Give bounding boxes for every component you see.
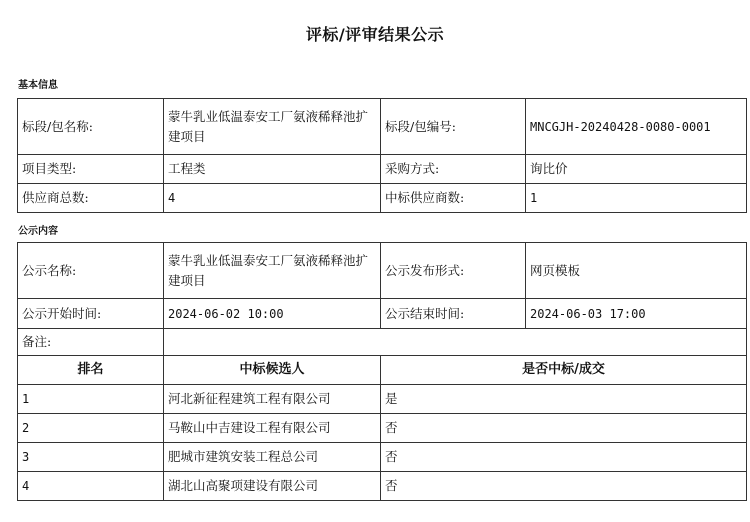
supplier-total-label: 供应商总数:	[18, 184, 164, 213]
rank-cell: 2	[18, 414, 164, 443]
notice-name-value: 蒙牛乳业低温泰安工厂氨液稀释池扩建项目	[164, 243, 381, 299]
won-cell: 否	[381, 443, 747, 472]
rank-cell: 1	[18, 385, 164, 414]
notice-name-label: 公示名称:	[18, 243, 164, 299]
table-row	[18, 155, 747, 184]
table-row	[18, 299, 747, 329]
table-row	[18, 329, 747, 356]
package-no-value: MNCGJH-20240428-0080-0001	[526, 99, 747, 155]
header-won: 是否中标/成交	[381, 356, 747, 385]
package-name-value: 蒙牛乳业低温泰安工厂氨液稀释池扩建项目	[164, 99, 381, 155]
notice-start-label: 公示开始时间:	[18, 299, 164, 329]
notice-end-value: 2024-06-03 17:00	[526, 299, 747, 329]
candidate-cell: 肥城市建筑安装工程总公司	[164, 443, 381, 472]
notice-start-value: 2024-06-02 10:00	[164, 299, 381, 329]
rank-cell: 3	[18, 443, 164, 472]
table-row	[18, 443, 747, 472]
notice-format-label: 公示发布形式:	[381, 243, 526, 299]
winning-count-label: 中标供应商数:	[381, 184, 526, 213]
notice-end-label: 公示结束时间:	[381, 299, 526, 329]
remark-label: 备注:	[18, 329, 164, 356]
won-cell: 否	[381, 414, 747, 443]
section-title-basic-info: 基本信息	[18, 80, 58, 91]
notice-format-value: 网页模板	[526, 243, 747, 299]
candidate-cell: 河北新征程建筑工程有限公司	[164, 385, 381, 414]
project-type-value: 工程类	[164, 155, 381, 184]
winning-count-value: 1	[526, 184, 747, 213]
rank-cell: 4	[18, 472, 164, 501]
table-row	[18, 243, 747, 299]
header-rank: 排名	[18, 356, 164, 385]
purchase-method-value: 询比价	[526, 155, 747, 184]
candidate-cell: 马鞍山中吉建设工程有限公司	[164, 414, 381, 443]
notice-table	[17, 242, 747, 501]
table-row	[18, 414, 747, 443]
table-row	[18, 184, 747, 213]
basic-info-table	[17, 98, 747, 213]
package-name-label: 标段/包名称:	[18, 99, 164, 155]
table-row	[18, 472, 747, 501]
candidate-cell: 湖北山高聚项建设有限公司	[164, 472, 381, 501]
results-header-row	[18, 356, 747, 385]
project-type-label: 项目类型:	[18, 155, 164, 184]
table-row	[18, 385, 747, 414]
header-candidate: 中标候选人	[164, 356, 381, 385]
won-cell: 是	[381, 385, 747, 414]
supplier-total-value: 4	[164, 184, 381, 213]
table-row	[18, 99, 747, 155]
section-title-notice: 公示内容	[18, 226, 58, 237]
package-no-label: 标段/包编号:	[381, 99, 526, 155]
remark-value	[164, 329, 747, 356]
won-cell: 否	[381, 472, 747, 501]
purchase-method-label: 采购方式:	[381, 155, 526, 184]
page-title: 评标/评审结果公示	[305, 25, 445, 44]
